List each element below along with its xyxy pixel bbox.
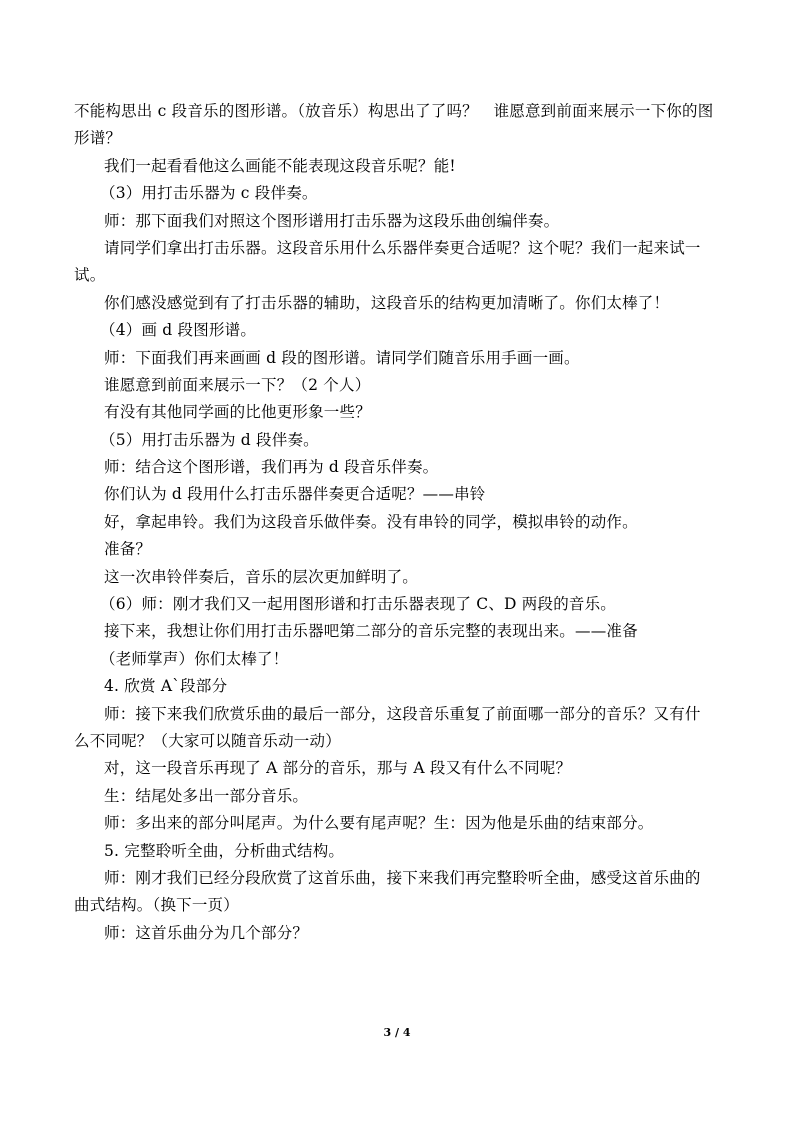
text-line: 生：结尾处多出一部分音乐。 (104, 786, 309, 805)
text-line: 准备？ (104, 540, 152, 559)
section-heading: 5. 完整聆听全曲，分析曲式结构。 (104, 841, 345, 860)
text-line: 这一次串铃伴奏后，音乐的层次更加鲜明了。 (104, 567, 419, 586)
text-line: 师：下面我们再来画画 d 段的图形谱。请同学们随音乐用手画一画。 (104, 348, 580, 367)
text-line: 谁愿意到前面来展示一下？（2 个人） (104, 375, 371, 394)
text-line: 我们一起看看他这么画能不能表现这段音乐呢？能! (104, 156, 456, 175)
text-line: 请同学们拿出打击乐器。这段音乐用什么乐器伴奏更合适呢？这个呢？我们一起来试一 (104, 238, 701, 257)
text-line: 你们认为 d 段用什么打击乐器伴奏更合适呢？——串铃 (104, 485, 486, 504)
body-text (74, 98, 734, 947)
text-line: （4）画 d 段图形谱。 (100, 321, 257, 340)
text-line: 师：刚才我们已经分段欣赏了这首乐曲，接下来我们再完整聆听全曲，感受这首乐曲的 (104, 868, 701, 887)
text-line: 对，这一段音乐再现了 A 部分的音乐，那与 A 段又有什么不同呢？ (104, 759, 572, 778)
text-line: （5）用打击乐器为 d 段伴奏。 (100, 430, 319, 449)
text-line: 师：接下来我们欣赏乐曲的最后一部分，这段音乐重复了前面哪一部分的音乐？又有什 (104, 704, 701, 723)
text-line: 么不同呢？（大家可以随音乐动一动） (74, 731, 341, 750)
text-line: 有没有其他同学画的比他更形象一些？ (104, 403, 371, 422)
text-line: 师：结合这个图形谱，我们再为 d 段音乐伴奏。 (104, 458, 439, 477)
text-line: 师：多出来的部分叫尾声。为什么要有尾声呢？生：因为他是乐曲的结束部分。 (104, 814, 654, 833)
section-heading: 4. 欣赏 A`段部分 (104, 677, 228, 696)
text-line: 接下来，我想让你们用打击乐器吧第二部分的音乐完整的表现出来。——准备 (104, 622, 638, 641)
text-line: （老师掌声）你们太棒了！ (100, 649, 289, 668)
text-line: 好，拿起串铃。我们为这段音乐做伴奏。没有串铃的同学，模拟串铃的动作。 (104, 512, 638, 531)
text-line: 形谱？ (74, 129, 122, 148)
text-line: （6）师：刚才我们又一起用图形谱和打击乐器表现了 C、D 两段的音乐。 (100, 595, 617, 614)
text-line: 曲式结构。（换下一页） (74, 896, 239, 915)
text-line: （3）用打击乐器为 c 段伴奏。 (100, 184, 318, 203)
text-line: 你们感没感觉到有了打击乐器的辅助，这段音乐的结构更加清晰了。你们太棒了！ (104, 293, 670, 312)
text-line: 不能构思出 c 段音乐的图形谱。（放音乐）构思出了了吗？ 谁愿意到前面来展示一下你的图 (74, 102, 714, 120)
text-line: 师：这首乐曲分为几个部分？ (104, 923, 309, 942)
page-number: 3 / 4 (383, 1026, 411, 1039)
text-line: 师：那下面我们对照这个图形谱用打击乐器为这段乐曲创编伴奏。 (104, 211, 560, 230)
text-line: 试。 (74, 266, 106, 285)
